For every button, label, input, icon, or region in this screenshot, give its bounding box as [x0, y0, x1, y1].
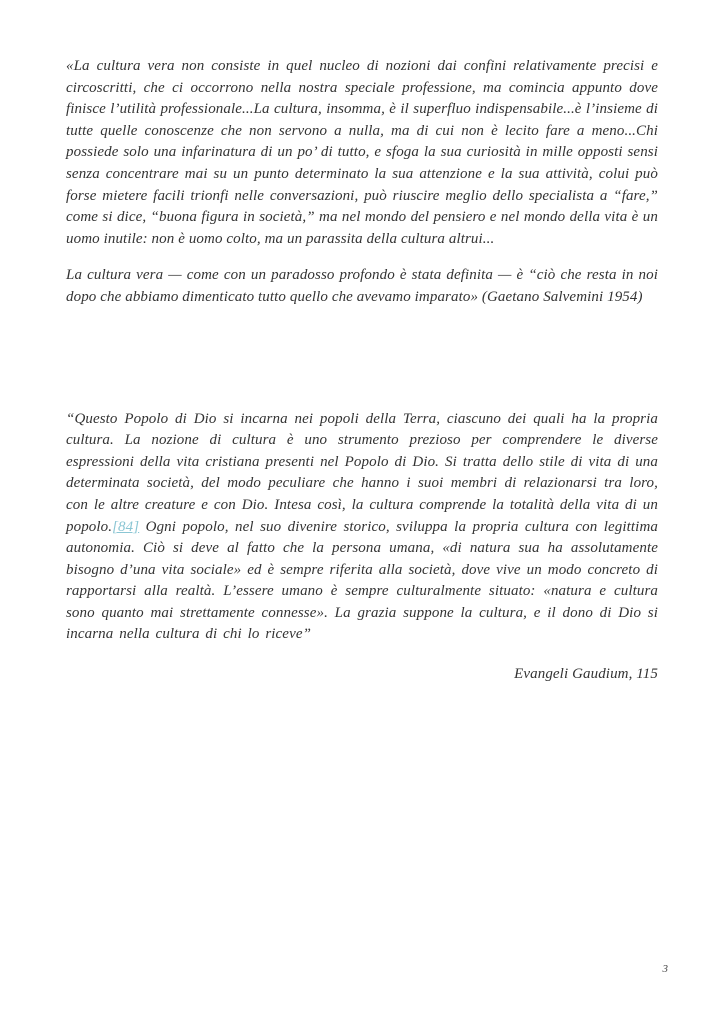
quote-salvemini: «La cultura vera non consiste in quel nucleo di nozioni dai confini relativamente precisi e circoscritti, che ci occorrono nella nostra speciale professione, ma comincia appunto dove finisce l’utilità professionale...La cultura, insomma, è il superfluo indispensabile...è l’insieme di tutte quelle conoscenze che non servono a nulla, ma di cui non è lecito fare a meno...Chi possiede solo una infarinatura di un po’ di tutto, e sfoga la sua curiosità in mille opposti sensi senza concentrare mai su un punto determinato la sua attenzione e la sua attività, colui può forse mietere facili trionfi nelle conversazioni, può riuscire meglio dello specialista a “fare,” come si dice, “buona figura in società,” ma nel mondo del pensiero e nel mondo della vita è un uomo inutile: non è uomo colto, ma un parassita della cultura altrui... [66, 58, 658, 247]
page-number: 3 [662, 963, 668, 975]
citation-evangelii-gaudium: Evangeli Gaudium, 115 [514, 666, 658, 683]
quote-evangelii-gaudium [66, 409, 658, 647]
eg-quote-text-before-link: “Questo Popolo di Dio si incarna nei popoli della Terra, ciascuno dei quali ha la propria cultura. La nozione di cultura è uno strumento prezioso per comprendere le diverse espressioni della vita cristiana presenti nel Popolo di Dio. Si tratta dello stile di vita di una determinata società, del modo peculiare che hanno i suoi membri di relazionarsi tra loro, con le altre creature e con Dio. Intesa così, la cultura comprende la totalità della vita di un popolo. [66, 410, 658, 535]
quote-salvemini-attribution: La cultura vera — come con un paradosso profondo è stata definita — è “ciò che resta in noi dopo che abbiamo dimenticato tutto quello che avevamo imparato» (Gaetano Salvemini 1954) [66, 267, 658, 305]
footnote-84-link[interactable]: [84] [112, 518, 140, 535]
eg-quote-text-after-link: Ogni popolo, nel suo divenire storico, sviluppa la propria cultura con legittima autonomia. Ciò si deve al fatto che la persona umana, «di natura sua ha assolutamente bisogno d’una vita sociale» ed è sempre riferita alla società, dove vive un modo concreto di rapportarsi alla realtà. L’essere umano è sempre culturalmente situato: «natura e cultura sono quanto mai strettamente connesse». La grazia suppone la cultura, e il dono di Dio si incarna nella cultura di chi lo riceve” [66, 518, 658, 643]
